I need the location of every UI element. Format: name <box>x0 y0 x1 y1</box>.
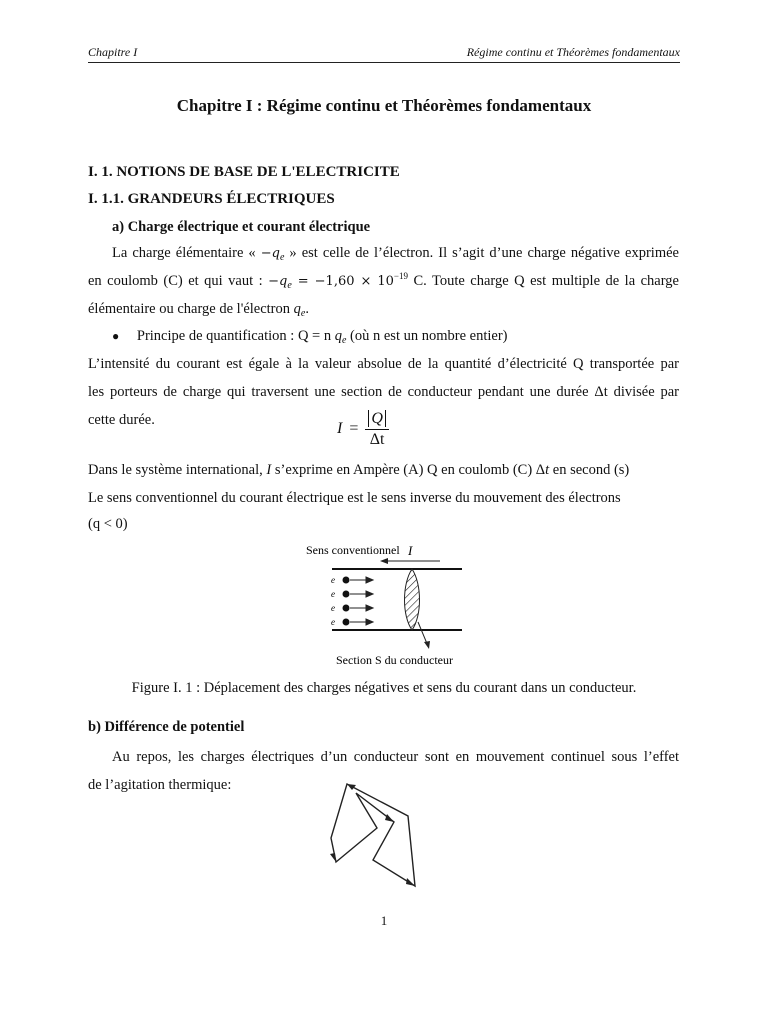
paragraph-charge-line2: en coulomb (C) et qui vaut : $-q_e = -1,60 \times 10^{-19}$ C. Toute charge Q est multiple de la charge <box>88 271 679 291</box>
subsection-heading-b: b) Différence de potentiel <box>88 719 245 735</box>
formula-denominator: Δt <box>369 431 385 448</box>
page-title: Chapitre I : Régime continu et Théorèmes fondamentaux <box>176 96 592 115</box>
paragraph-charge-line3: élémentaire ou charge de l'électron $q_e$. <box>88 301 309 319</box>
electron-4 <box>343 619 350 626</box>
header-chapter: Chapitre I <box>88 45 138 59</box>
agitation-arrowhead-1 <box>385 814 394 822</box>
figure-caption: Figure I. 1 : Déplacement des charges négatives et sens du courant dans un conducteur. <box>131 680 637 696</box>
bullet-quantification: ● Principe de quantification : Q = n $q_e$ (où n est un nombre entier) <box>112 328 508 346</box>
section-heading-1: I. 1. NOTIONS DE BASE DE L'ELECTRICITE <box>88 164 400 180</box>
bullet-dot: ● <box>112 329 120 343</box>
paragraph-current-line2: les porteurs de charge qui traversent une section de conducteur pendant une durée Δt divisée par <box>88 384 679 400</box>
figure-label-conventional: Sens conventionnel <box>306 543 400 557</box>
section-pointer-head <box>424 641 430 649</box>
conductor-section <box>405 569 420 630</box>
electron-label-2: e <box>331 589 335 599</box>
figure-thermal-agitation <box>325 780 435 895</box>
paragraph-charge-line1: La charge élémentaire « $-q_e$ » est celle de l’électron. Il s’agit d’une charge négative exprimée <box>112 245 679 263</box>
page-number: 1 <box>380 913 388 928</box>
paragraph-conventional-line2: (q < 0) <box>88 516 128 532</box>
agitation-path <box>331 784 415 886</box>
electron-label-1: e <box>331 575 335 585</box>
formula-fraction <box>365 410 389 449</box>
electron-2 <box>343 591 350 598</box>
agitation-arrowhead-3 <box>347 784 356 790</box>
figure-label-section: Section S du conducteur <box>336 653 453 667</box>
paragraph-conventional-line1: Le sens conventionnel du courant électrique est le sens inverse du mouvement des électrons <box>88 490 621 506</box>
formula-lhs: I <box>337 420 343 438</box>
electron-3 <box>343 605 350 612</box>
paragraph-current-line3: cette durée. <box>88 412 155 428</box>
paragraph-potential-line2: de l’agitation thermique: <box>88 777 232 793</box>
electron-1 <box>343 577 350 584</box>
current-arrowhead <box>380 558 388 564</box>
agitation-arrowhead-4 <box>330 853 336 862</box>
figure-label-current: I <box>408 543 413 558</box>
paragraph-potential-line1: Au repos, les charges électriques d’un conducteur sont en mouvement continuel sous l’effet <box>112 749 679 765</box>
section-heading-1-1: I. 1.1. GRANDEURS ÉLECTRIQUES <box>88 191 335 207</box>
electron-label-4: e <box>331 617 335 627</box>
current-formula <box>337 410 389 449</box>
paragraph-current-line1: L’intensité du courant est égale à la valeur absolue de la quantité d’électricité Q transportée par <box>88 356 679 372</box>
figure-conductor <box>290 536 490 671</box>
paragraph-si-units: Dans le système international, I s’exprime en Ampère (A) Q en coulomb (C) Δt en second (s) <box>88 462 630 478</box>
electron-label-3: e <box>331 603 335 613</box>
header-rule <box>88 62 680 63</box>
subsection-heading-a: a) Charge électrique et courant électrique <box>112 219 371 235</box>
formula-numerator: Q <box>371 410 383 427</box>
formula-equals: = <box>349 420 359 438</box>
header-chapter-title: Régime continu et Théorèmes fondamentaux <box>466 45 680 59</box>
